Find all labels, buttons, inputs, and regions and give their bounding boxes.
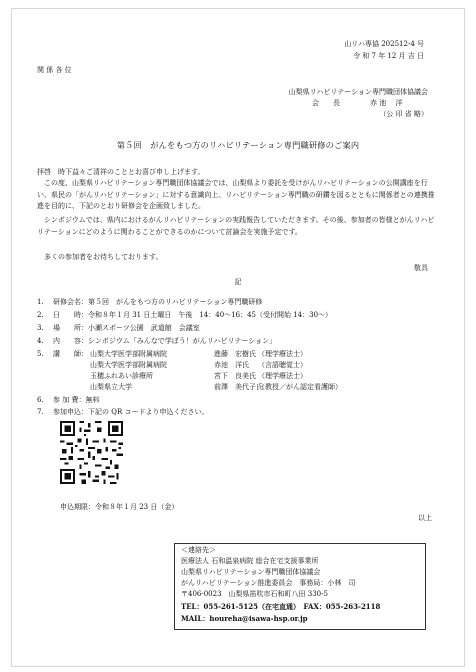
doc-number: 山リハ専協 202512-4 号 xyxy=(344,40,424,48)
sender-role: 会 長 xyxy=(312,99,340,107)
paragraph-1: この度、山梨県リハビリテーション専門職団体協議会では、山梨県より委託を受けがんリハビリテーションの公開講座を行い、県民の「がんリハビリテーション」に対する意識向上、リハビリテーション専門職の研鑽を図るとともに関係者との連携推進を目的に、下記のとおり研修会を企画致しました。 xyxy=(37,179,435,210)
item-3: 3. 場 所：小瀬スポーツ公園 武道館 会議室 xyxy=(37,324,200,332)
end-mark: 以上 xyxy=(418,514,432,522)
contact-address: 〒406-0023 山梨県笛吹市石和町八田 330-5 xyxy=(181,590,328,598)
ki-heading: 記 xyxy=(234,278,242,286)
item-1: 1. 研修会名：第５回 がんをもつ方のリハビリテーション専門職研修 xyxy=(37,298,263,306)
application-deadline: 申込期限：令和８年１月 23 日（金） xyxy=(60,503,179,511)
item-5: 5. 講 師： xyxy=(37,350,88,358)
sender-org: 山梨県リハビリテーション専門職団体協議会 xyxy=(288,88,428,96)
paragraph-3: 多くの参加者をお待ちしております。 xyxy=(44,253,163,261)
sender-name: 赤 池 洋 xyxy=(370,99,403,107)
contact-line: 山梨県リハビリテーション専門職団体協議会 xyxy=(181,568,321,576)
lecturer-row: 山梨大学医学部附属病院 進藤 宏樹氏 （理学療法士） xyxy=(90,350,307,358)
contact-email[interactable]: MAIL：houreha@isawa-hsp.or.jp xyxy=(181,614,308,623)
contact-box xyxy=(174,543,426,630)
contact-heading: ＜連絡先＞ xyxy=(181,546,216,554)
closing-keigu: 敬具 xyxy=(414,264,428,272)
addressee: 関 係 各 位 xyxy=(37,66,72,74)
qr-code-icon[interactable] xyxy=(60,421,123,484)
contact-phone-fax: TEL：055-261-5125（在宅直通） FAX：055-263-2118 xyxy=(181,602,381,611)
item-6: 6. 参 加 費：無料 xyxy=(37,396,100,404)
greeting: 拝啓 時下益々ご清祥のこととお喜び申し上げます。 xyxy=(37,168,205,176)
lecturer-row: 山梨大学医学部附属病院 赤池 洋氏 （言語聴覚士） xyxy=(90,361,307,369)
item-4: 4. 内 容：シンポジウム「みんなで学ぼう！がんリハビリテーション」 xyxy=(37,337,277,345)
item-7: 7. 参加申込：下記の QR コードより申込ください。 xyxy=(37,408,209,416)
paragraph-2: シンポジウムでは、県内におけるがんリハビリテーションの実践報告していただきます。その後、参加者の皆様とがんリハビリテーションにどのように関わることができるのかについて討論会を実施予定です。 xyxy=(37,216,435,236)
contact-line: がんリハビリテーション推進委員会 事務局：小林 司 xyxy=(181,579,356,587)
seal-note: （公 印 省 略） xyxy=(379,110,428,118)
document-title: 第５回 がんをもつ方のリハビリテーション専門職研修のご案内 xyxy=(116,140,360,150)
doc-date: 令 和 7 年 12 月 吉 日 xyxy=(353,52,424,60)
contact-line: 医療法人 石和温泉病院 総合在宅支援事業所 xyxy=(181,557,319,565)
item-2: 2. 日 時：令和８年１月 31 日土曜日 午後 14：40～16：45（受付開始 14：30～） xyxy=(37,311,333,319)
lecturer-row: 山梨県立大学 前澤 美代子氏（教授／がん認定看護師） xyxy=(90,383,342,391)
lecturer-row: 玉穂ふれあい診療所 宮下 良美氏 （理学療法士） xyxy=(90,372,307,380)
